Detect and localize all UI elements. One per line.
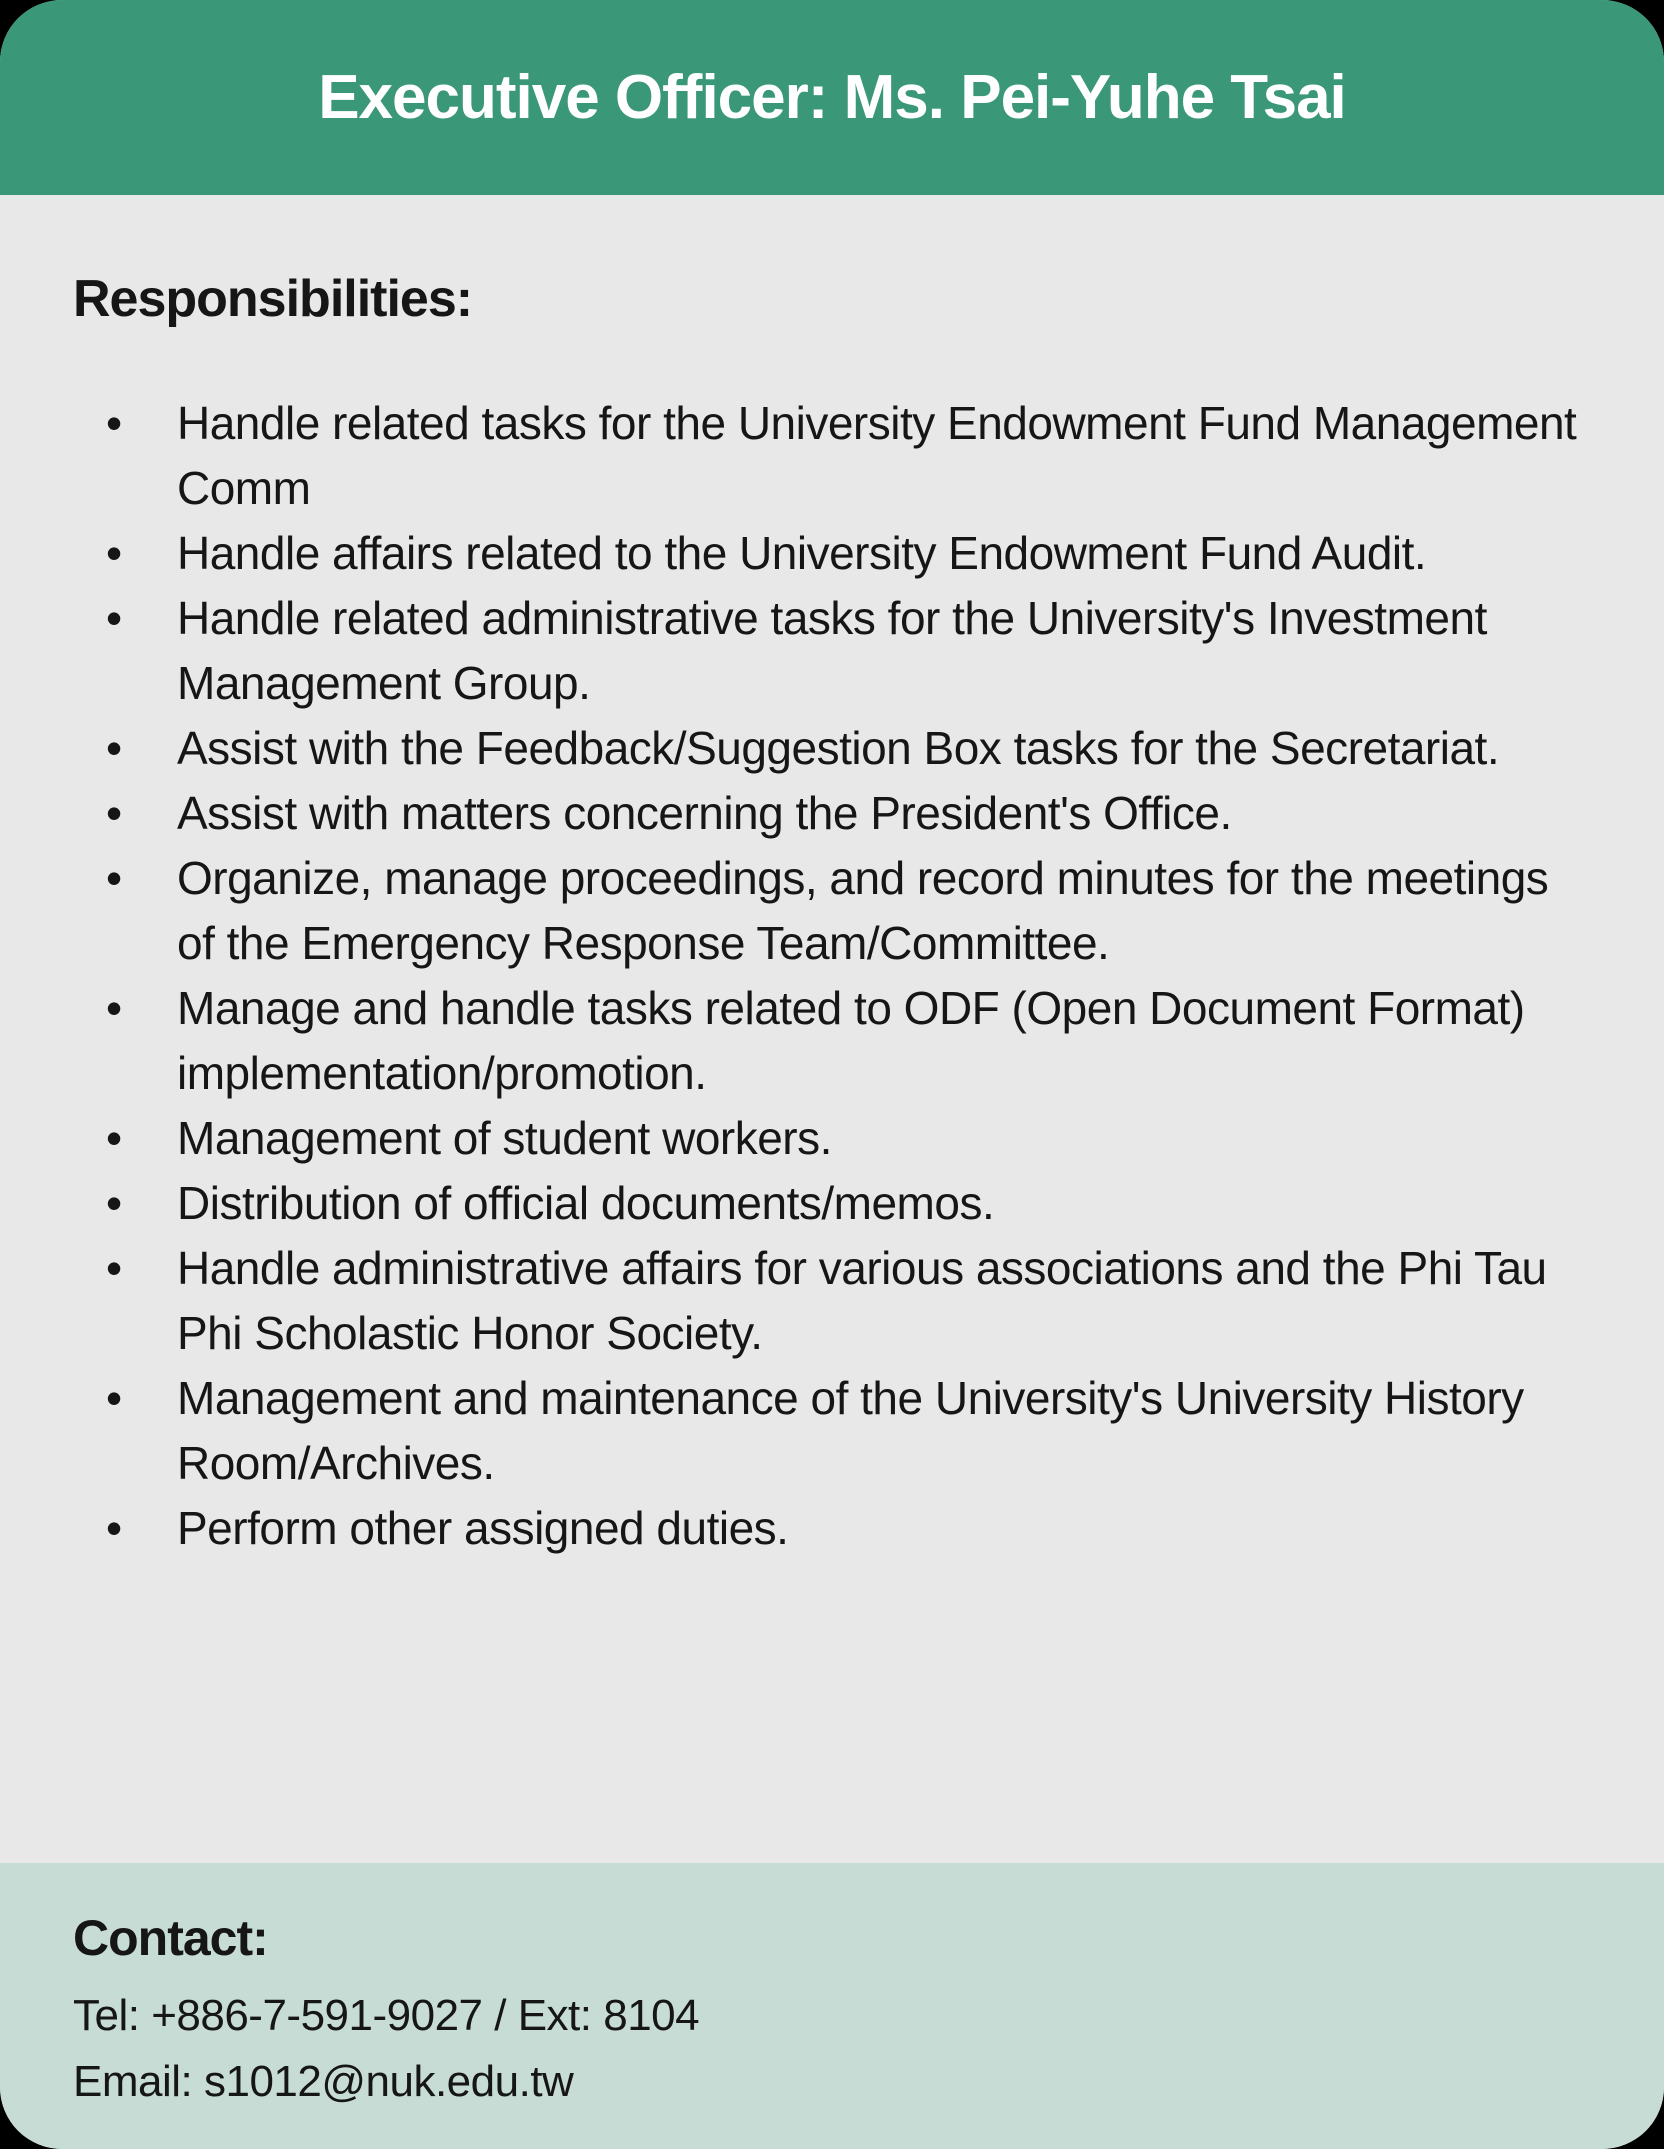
responsibilities-section (0, 195, 1664, 1863)
responsibilities-heading: Responsibilities: (73, 270, 473, 328)
list-item: • Handle related tasks for the University Endowment Fund Management Comm (73, 391, 1594, 521)
contact-tel: Tel: +886-7-591-9027 / Ext: 8104 (73, 1991, 700, 2040)
contact-email: Email: s1012@nuk.edu.tw (73, 2057, 574, 2106)
list-item: • Manage and handle tasks related to ODF (Open Document Format) implementation/promotion. (73, 976, 1594, 1106)
list-item: • Handle affairs related to the University Endowment Fund Audit. (73, 521, 1594, 586)
card-header (0, 0, 1664, 195)
list-item: • Organize, manage proceedings, and record minutes for the meetings of the Emergency Response Team/Committee. (73, 846, 1594, 976)
contact-heading: Contact: (73, 1910, 268, 1966)
list-item: • Assist with the Feedback/Suggestion Box tasks for the Secretariat. (73, 716, 1594, 781)
list-item: • Handle administrative affairs for various associations and the Phi Tau Phi Scholastic Honor Society. (73, 1236, 1594, 1366)
contact-section (0, 1863, 1664, 2149)
responsibilities-list (73, 391, 1594, 1561)
page-title: Executive Officer: Ms. Pei-Yuhe Tsai (318, 63, 1346, 132)
list-item: • Handle related administrative tasks for the University's Investment Management Group. (73, 586, 1594, 716)
list-item: • Perform other assigned duties. (73, 1496, 1594, 1561)
list-item: • Assist with matters concerning the President's Office. (73, 781, 1594, 846)
list-item: • Distribution of official documents/memos. (73, 1171, 1594, 1236)
list-item: • Management and maintenance of the University's University History Room/Archives. (73, 1366, 1594, 1496)
list-item: • Management of student workers. (73, 1106, 1594, 1171)
